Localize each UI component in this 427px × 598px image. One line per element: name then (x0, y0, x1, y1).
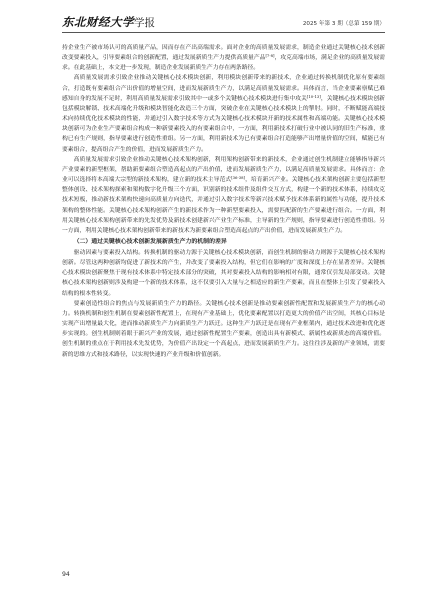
paragraph: 驱动因素与要素投入结构。转换机制的驱动力源于关键核心技术模块创新，而创生机制的驱动力则源于关键核心技术架构创新。尽管这两种创新均促进了新技术的产生，并改变了要素投入结构，但它们在影响的广度和深度上存在显著差异。关键核心技术模块创新聚焦于现有技术体系中特定技术部分的突破，其对要素投入结构的影响相对有限，通常仅引发局部变动。关键核心技术架构创新则涉及构建一个新的技术体系，这不仅要引入大量与之相适应的新生产要素，而且在整体上引发了要素投入结构的根本性转变。 (62, 249, 385, 297)
section-heading: （二）通过关键核心技术创新发展新质生产力的机制的差异 (73, 238, 227, 245)
page-number: 94 (62, 571, 70, 578)
running-header (62, 14, 385, 36)
paragraph: 要素创造性组合的焦点与发展新质生产力的路径。关键核心技术创新是推动要素创新性配置和发展新质生产力的核心动力。转换机制和创生机制在要素创新性配置上，在现有产业基础上，优化要素配置以打造更大的价值产出空间，其核心目标是实现产出增量最大化，进而推动新质生产力向新质生产力跃迁。这种生产力跃迁是在现有产业框架内，通过技术改进和优化逐步实现的。创生机制则着眼于新兴产业的发展，通过创新性配置生产要素，创造出具有新模式、新属性或新质态的高端价值。创生机制的重点在于利用技术先发优势，为价值产出设定一个高起点，进而发展新质生产力。这往往涉及新的产业领域，需要新的思维方式和技术路径，以实现快速的产业升级和价值创新。 (62, 300, 385, 358)
paragraph: 高质量发展需求引致企业推动关键核心技术架构创新，利用架构创新带来的新技术，企业通过创生机制建立能够指导新兴产业要素的新型框架，帮助新要素组合塑造高起点的产出价值，进而发展新质生产力，以满足高质量发展需求。具体而言：企业可以选择将本高端大宗型的新技术架构，建立新的技术主导范式[36-38]，培育新兴产业。关键核心技术架构创新主要包括新型整体创设、技术架构探索和架构数字化升级三个方面，识别新的技术组件及组件交互方式，构建一个新的技术体系，持续攻克技术短板，推动新技术架构快速向高质量方向迭代，并通过引入数字技术等新兴技术赋予技术体系新的属性与功能，提升技术架构的整体性能。关键核心技术架构创新产生的新技术作为一种新型要素投入，需要匹配新的生产要素进行组合。一方面，利用关键核心技术架构创新带来的先发优势及新技术创建新兴产业生产标准，主导新的生产规则，指导要素进行创造性重组。另一方面，利用关键核心技术架构创新带来的新技术为新要素组合塑造高起点的产出价值，进而发展新质生产力。 (62, 156, 385, 234)
paragraph: 持企业生产被市场认可的高质量产品，因而存在产出高端需求。面对企业的高质量发展需求，制造企业通过关键核心技术创新改变要素投入，引导要素组合的创新配置，通过发展新质生产力提供高质量产品[7-8]，攻克高端市场，满足企业的高质量发展需求。在此基础上，本文进一步发现，制造企业发展新质生产力存在两条路径。 (62, 45, 385, 72)
header-rule (62, 32, 385, 33)
issue-label: 2025 年第 3 期（总第 159 期） (302, 21, 385, 27)
article-body (62, 43, 385, 360)
paragraph: 高质量发展需求引致企业推动关键核心技术模块创新，利用模块创新带来的新技术，企业通过转换机制优化原有要素组合，打造既有要素组合产出价值的增量空间，进而发展新质生产力，以满足高质量发展需求。具体而言，当企业要素禀赋已难感知自身的发展不足时，利用高质量发展需求引致其中一或多个关键核心技术模块进行集中攻关[10-13]，关键核心技术模块创新包括模块解锁、技术高端化升级和模块智能化改造三个方面，突破企业在关键核心技术模块上的掣肘。同时，不断赋能高端技术向持续优化技术模块的性能，并通过引入数字技术等方式为关键核心技术模块开新的技术属性和高端功能。关键核心技术模块创新可为企业生产要素组合构成一种新要素投入的有要素组合中，一方面，利用新技术打破行业中被认同的旧生产标准，重构已有生产规则，指导要素进行创造性重组。另一方面，利用新技术为已有要素组合打造能够产出增量价值的空间，赋能已有要素组合，提高组合产生的价值，进而发展新质生产力。 (62, 75, 385, 153)
journal-logo: 东北财经大学学报 (62, 15, 155, 29)
